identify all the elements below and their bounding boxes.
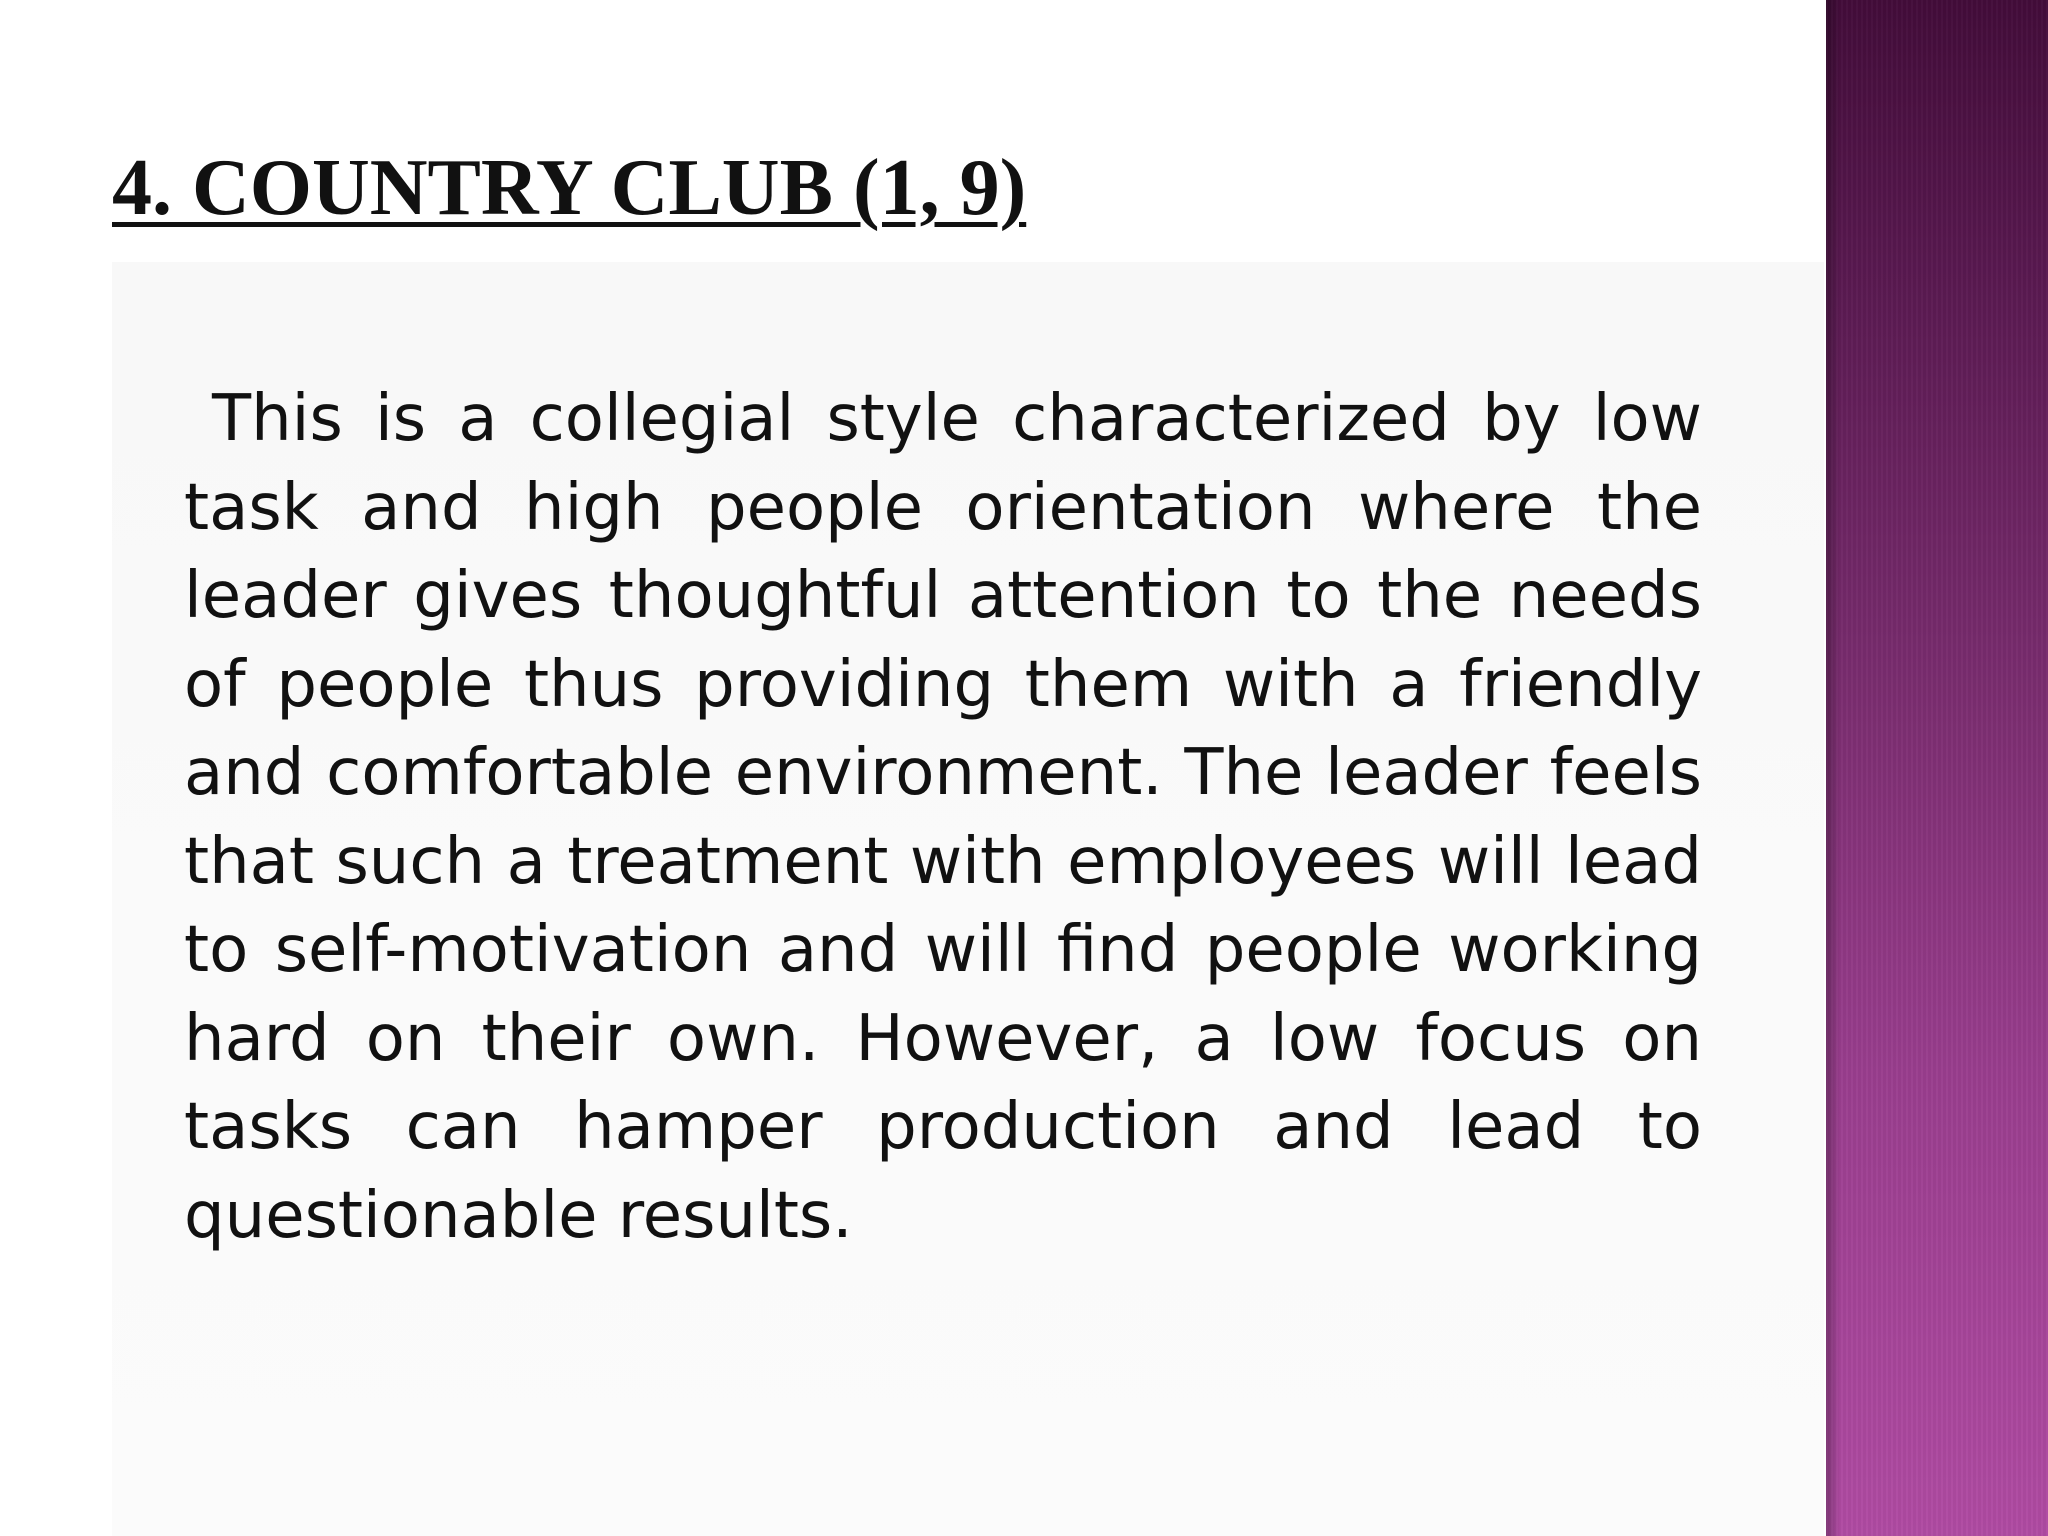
slide-body-text: This is a collegial style characterized by low task and high people orientation where the leader gives thoughtful attention to the needs of people thus providing them with a friendly and comfortable environment. The leader feels that such a treatment with employees will lead to self-motivation and will find people working hard on their own. However, a low focus on tasks can hamper production and lead to questionable results. xyxy=(184,382,1702,1253)
slide-title: 4. COUNTRY CLUB (1, 9) xyxy=(112,144,1027,232)
decorative-side-bar xyxy=(1826,0,2048,1536)
